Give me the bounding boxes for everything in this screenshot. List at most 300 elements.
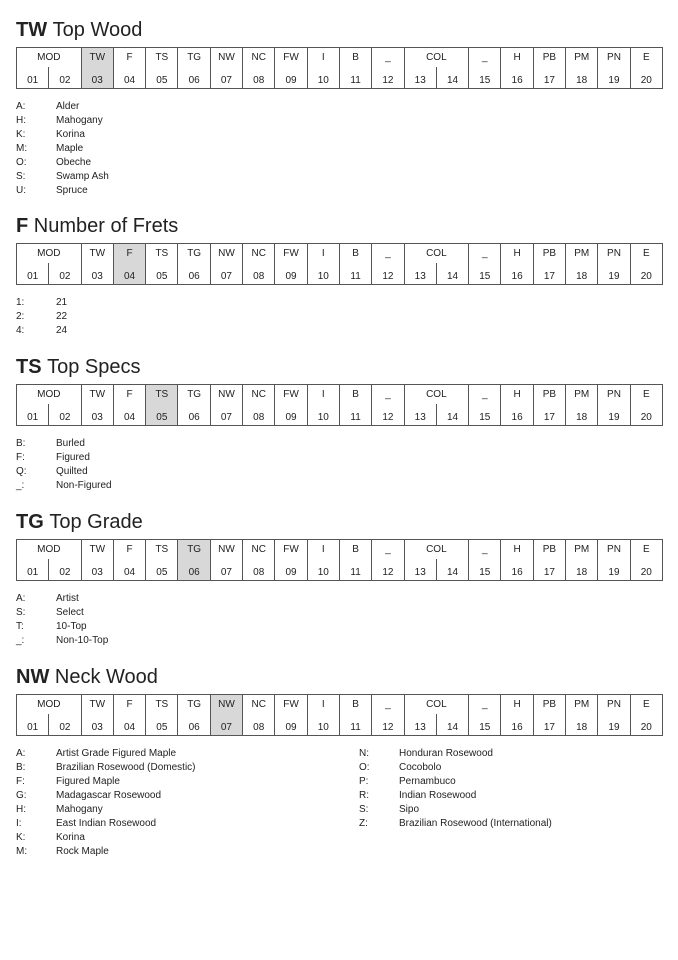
code-grid xyxy=(16,243,663,285)
grid-number: 14 xyxy=(436,263,468,285)
legend-item xyxy=(16,789,196,803)
grid-number: 06 xyxy=(178,559,210,581)
grid-label: H xyxy=(501,48,533,68)
legend-value: 10-Top xyxy=(56,621,87,632)
grid-label: _ xyxy=(372,695,404,715)
legend-key: _: xyxy=(16,480,25,491)
legend-value: Korina xyxy=(56,129,85,140)
legend-key: B: xyxy=(16,762,26,773)
grid-label-col: COL xyxy=(404,244,469,264)
legend-item xyxy=(16,156,109,170)
legend-list-right xyxy=(359,747,552,831)
legend-key: O: xyxy=(16,157,27,168)
legend-item xyxy=(359,789,552,803)
section-code: F xyxy=(16,215,29,237)
legend-value: Brazilian Rosewood (International) xyxy=(399,818,552,829)
grid-number: 06 xyxy=(178,714,210,736)
grid-label: I xyxy=(307,385,339,405)
legend-key: T: xyxy=(16,621,24,632)
legend-value: Alder xyxy=(56,101,80,112)
legend-item xyxy=(359,775,552,789)
legend-item xyxy=(16,845,196,859)
grid-number: 03 xyxy=(81,559,113,581)
grid-number: 05 xyxy=(146,559,178,581)
grid-number: 18 xyxy=(566,67,598,89)
grid-number: 10 xyxy=(307,404,339,426)
grid-number: 04 xyxy=(113,67,145,89)
grid-number: 08 xyxy=(243,714,275,736)
legend-item xyxy=(16,620,108,634)
legend-value: Mahogany xyxy=(56,115,103,126)
section-title: Neck Wood xyxy=(54,666,158,688)
grid-label: _ xyxy=(372,244,404,264)
grid-number: 13 xyxy=(404,559,436,581)
grid-label: _ xyxy=(469,695,501,715)
legend-item xyxy=(16,451,112,465)
grid-label: NW xyxy=(210,244,242,264)
legend-item xyxy=(16,465,112,479)
grid-number: 12 xyxy=(372,404,404,426)
grid-label: TG xyxy=(178,695,210,715)
grid-label: TS xyxy=(146,244,178,264)
grid-label-col: COL xyxy=(404,385,469,405)
grid-label: PB xyxy=(533,540,565,560)
grid-label: B xyxy=(339,540,371,560)
legend-key: N: xyxy=(359,748,369,759)
grid-label: FW xyxy=(275,48,307,68)
grid-label: E xyxy=(630,385,662,405)
grid-number: 13 xyxy=(404,263,436,285)
grid-label: PN xyxy=(598,385,630,405)
grid-number: 16 xyxy=(501,263,533,285)
grid-number: 03 xyxy=(81,263,113,285)
grid-number: 14 xyxy=(436,714,468,736)
grid-number: 12 xyxy=(372,559,404,581)
grid-number: 04 xyxy=(113,559,145,581)
grid-label: TW xyxy=(81,695,113,715)
legend-value: East Indian Rosewood xyxy=(56,818,157,829)
grid-number: 07 xyxy=(210,263,242,285)
legend-key: B: xyxy=(16,438,26,449)
grid-number: 17 xyxy=(533,404,565,426)
legend-item xyxy=(16,170,109,184)
legend-item xyxy=(359,747,552,761)
grid-number: 15 xyxy=(469,559,501,581)
grid-label: F xyxy=(113,48,145,68)
legend-value: Swamp Ash xyxy=(56,171,109,182)
legend-value: Honduran Rosewood xyxy=(399,748,493,759)
legend-value: Select xyxy=(56,607,84,618)
legend-item xyxy=(359,803,552,817)
grid-label: I xyxy=(307,540,339,560)
legend-item xyxy=(16,310,67,324)
grid-number: 04 xyxy=(113,714,145,736)
grid-label: PM xyxy=(566,695,598,715)
grid-number: 16 xyxy=(501,67,533,89)
legend-value: Figured Maple xyxy=(56,776,120,787)
legend-value: Cocobolo xyxy=(399,762,442,773)
grid-label: H xyxy=(501,385,533,405)
legend-key: 4: xyxy=(16,325,25,336)
grid-label-col: COL xyxy=(404,540,469,560)
grid-label: _ xyxy=(469,385,501,405)
grid-label: TS xyxy=(146,48,178,68)
grid-number: 13 xyxy=(404,714,436,736)
grid-number: 02 xyxy=(49,404,81,426)
grid-label: _ xyxy=(469,540,501,560)
legend-key: Z: xyxy=(359,818,368,829)
grid-number: 16 xyxy=(501,404,533,426)
legend-key: A: xyxy=(16,748,26,759)
grid-number: 05 xyxy=(146,263,178,285)
grid-label: TW xyxy=(81,385,113,405)
grid-number: 08 xyxy=(243,67,275,89)
legend-item xyxy=(16,775,196,789)
grid-label: E xyxy=(630,540,662,560)
code-grid xyxy=(16,694,663,736)
grid-label: PN xyxy=(598,244,630,264)
legend-key: 1: xyxy=(16,297,25,308)
grid-number: 11 xyxy=(339,404,371,426)
grid-number: 02 xyxy=(49,263,81,285)
grid-label: TW xyxy=(81,48,113,68)
grid-label: FW xyxy=(275,695,307,715)
grid-label: PB xyxy=(533,385,565,405)
grid-label: TG xyxy=(178,48,210,68)
grid-number: 19 xyxy=(598,263,630,285)
grid-label: I xyxy=(307,48,339,68)
grid-number: 07 xyxy=(210,404,242,426)
grid-label: I xyxy=(307,244,339,264)
grid-number: 18 xyxy=(566,714,598,736)
legend-value: Quilted xyxy=(56,466,88,477)
legend-value: 24 xyxy=(56,325,68,336)
grid-number: 17 xyxy=(533,263,565,285)
grid-label: E xyxy=(630,48,662,68)
section-heading xyxy=(16,214,662,238)
grid-label: PM xyxy=(566,385,598,405)
grid-number: 06 xyxy=(178,67,210,89)
grid-label: _ xyxy=(372,385,404,405)
grid-label-mod: MOD xyxy=(17,48,82,68)
legend-list xyxy=(16,592,108,648)
grid-number: 10 xyxy=(307,67,339,89)
grid-label: F xyxy=(113,695,145,715)
legend-value: Figured xyxy=(56,452,90,463)
grid-number: 08 xyxy=(243,559,275,581)
grid-label: _ xyxy=(372,48,404,68)
legend-value: Sipo xyxy=(399,804,420,815)
legend-key: O: xyxy=(359,762,370,773)
grid-label: NW xyxy=(210,695,242,715)
section-title: Top Wood xyxy=(52,19,143,41)
legend-list xyxy=(16,296,67,338)
grid-label: E xyxy=(630,244,662,264)
grid-label: NW xyxy=(210,385,242,405)
grid-label: _ xyxy=(372,540,404,560)
legend-item xyxy=(16,817,196,831)
legend-item xyxy=(16,437,112,451)
section-heading xyxy=(16,665,662,689)
grid-number: 15 xyxy=(469,263,501,285)
legend-key: A: xyxy=(16,593,26,604)
grid-number: 15 xyxy=(469,67,501,89)
grid-number: 20 xyxy=(630,714,662,736)
section-code: TG xyxy=(16,511,44,533)
section-heading xyxy=(16,510,662,534)
grid-number: 15 xyxy=(469,714,501,736)
grid-number: 07 xyxy=(210,714,242,736)
grid-label: FW xyxy=(275,385,307,405)
legend-item xyxy=(16,296,67,310)
code-grid xyxy=(16,47,663,89)
legend-value: Indian Rosewood xyxy=(399,790,477,801)
grid-label-mod: MOD xyxy=(17,695,82,715)
grid-label: H xyxy=(501,540,533,560)
legend-item xyxy=(16,592,108,606)
grid-label: PM xyxy=(566,48,598,68)
grid-number: 20 xyxy=(630,67,662,89)
grid-number: 14 xyxy=(436,404,468,426)
legend-key: H: xyxy=(16,804,26,815)
legend-key: F: xyxy=(16,452,25,463)
section-title: Top Grade xyxy=(49,511,143,533)
grid-number: 16 xyxy=(501,559,533,581)
grid-label: _ xyxy=(469,244,501,264)
grid-label: FW xyxy=(275,540,307,560)
legend-key: M: xyxy=(16,143,28,154)
legend-item xyxy=(16,761,196,775)
grid-number: 11 xyxy=(339,67,371,89)
legend-key: A: xyxy=(16,101,26,112)
grid-number: 17 xyxy=(533,714,565,736)
grid-number: 01 xyxy=(17,404,49,426)
legend-value: Artist xyxy=(56,593,79,604)
grid-number: 12 xyxy=(372,714,404,736)
legend-key: U: xyxy=(16,185,26,196)
grid-label-mod: MOD xyxy=(17,244,82,264)
grid-label: PN xyxy=(598,695,630,715)
grid-number: 02 xyxy=(49,714,81,736)
grid-label: B xyxy=(339,244,371,264)
legend-value: 22 xyxy=(56,311,68,322)
grid-label: B xyxy=(339,48,371,68)
legend-item xyxy=(359,817,552,831)
grid-number: 11 xyxy=(339,559,371,581)
grid-label: TG xyxy=(178,244,210,264)
legend-value: Obeche xyxy=(56,157,92,168)
section-heading xyxy=(16,18,662,42)
legend-key: M: xyxy=(16,846,28,857)
grid-number: 20 xyxy=(630,263,662,285)
legend-item xyxy=(16,803,196,817)
grid-label: NW xyxy=(210,540,242,560)
section-tw xyxy=(16,18,662,196)
grid-label: F xyxy=(113,244,145,264)
legend-value: Burled xyxy=(56,438,85,449)
section-code: TS xyxy=(16,356,42,378)
legend-item xyxy=(16,128,109,142)
grid-number: 04 xyxy=(113,263,145,285)
legend-key: P: xyxy=(359,776,369,787)
section-ts xyxy=(16,355,662,505)
grid-label: PM xyxy=(566,244,598,264)
section-nw xyxy=(16,665,662,857)
grid-number: 06 xyxy=(178,404,210,426)
grid-label: PB xyxy=(533,48,565,68)
grid-number: 19 xyxy=(598,67,630,89)
grid-label: F xyxy=(113,540,145,560)
grid-label-mod: MOD xyxy=(17,540,82,560)
grid-number: 09 xyxy=(275,404,307,426)
legend-list xyxy=(16,437,112,493)
grid-label: PB xyxy=(533,695,565,715)
section-title: Number of Frets xyxy=(33,215,179,237)
grid-label: F xyxy=(113,385,145,405)
grid-label: TS xyxy=(146,385,178,405)
grid-label: I xyxy=(307,695,339,715)
grid-number: 09 xyxy=(275,714,307,736)
legend-item xyxy=(16,747,196,761)
grid-number: 03 xyxy=(81,714,113,736)
legend-key: G: xyxy=(16,790,27,801)
grid-number: 06 xyxy=(178,263,210,285)
legend-value: Spruce xyxy=(56,185,88,196)
legend-value: Non-Figured xyxy=(56,480,112,491)
code-grid xyxy=(16,384,663,426)
grid-number: 01 xyxy=(17,559,49,581)
legend-key: S: xyxy=(16,607,26,618)
legend-key: _: xyxy=(16,635,25,646)
grid-label: PN xyxy=(598,48,630,68)
grid-label: TS xyxy=(146,695,178,715)
grid-number: 05 xyxy=(146,404,178,426)
grid-number: 02 xyxy=(49,559,81,581)
legend-item xyxy=(16,100,109,114)
grid-number: 19 xyxy=(598,404,630,426)
legend-key: S: xyxy=(16,171,26,182)
grid-number: 20 xyxy=(630,559,662,581)
grid-number: 01 xyxy=(17,67,49,89)
legend-value: Pernambuco xyxy=(399,776,456,787)
grid-number: 10 xyxy=(307,263,339,285)
grid-label: TW xyxy=(81,244,113,264)
grid-number: 14 xyxy=(436,559,468,581)
grid-number: 07 xyxy=(210,559,242,581)
grid-label: TG xyxy=(178,385,210,405)
section-code: NW xyxy=(16,666,50,688)
grid-number: 07 xyxy=(210,67,242,89)
section-title: Top Specs xyxy=(47,356,141,378)
grid-number: 08 xyxy=(243,404,275,426)
grid-label: NC xyxy=(243,385,275,405)
legend-value: Mahogany xyxy=(56,804,103,815)
grid-label-col: COL xyxy=(404,695,469,715)
grid-number: 18 xyxy=(566,404,598,426)
legend-key: 2: xyxy=(16,311,25,322)
legend-item xyxy=(16,479,112,493)
grid-number: 11 xyxy=(339,263,371,285)
legend-item xyxy=(16,634,108,648)
legend-key: R: xyxy=(359,790,369,801)
grid-number: 12 xyxy=(372,67,404,89)
section-heading xyxy=(16,355,662,379)
grid-label: B xyxy=(339,695,371,715)
grid-number: 18 xyxy=(566,559,598,581)
grid-label: PN xyxy=(598,540,630,560)
grid-number: 03 xyxy=(81,67,113,89)
legend-key: I: xyxy=(16,818,22,829)
grid-label: E xyxy=(630,695,662,715)
grid-number: 19 xyxy=(598,714,630,736)
legend-value: Madagascar Rosewood xyxy=(56,790,162,801)
grid-number: 09 xyxy=(275,263,307,285)
grid-number: 11 xyxy=(339,714,371,736)
grid-label: TW xyxy=(81,540,113,560)
legend-value: Korina xyxy=(56,832,85,843)
legend-list xyxy=(16,100,109,198)
legend-item xyxy=(359,761,552,775)
legend-key: S: xyxy=(359,804,369,815)
legend-value: Brazilian Rosewood (Domestic) xyxy=(56,762,196,773)
grid-number: 10 xyxy=(307,714,339,736)
grid-number: 03 xyxy=(81,404,113,426)
legend-value: 21 xyxy=(56,297,68,308)
grid-number: 18 xyxy=(566,263,598,285)
grid-label: NC xyxy=(243,244,275,264)
grid-number: 13 xyxy=(404,404,436,426)
grid-label: B xyxy=(339,385,371,405)
grid-number: 01 xyxy=(17,263,49,285)
grid-number: 10 xyxy=(307,559,339,581)
grid-number: 05 xyxy=(146,714,178,736)
grid-number: 16 xyxy=(501,714,533,736)
grid-label: TG xyxy=(178,540,210,560)
grid-number: 04 xyxy=(113,404,145,426)
grid-label: NC xyxy=(243,48,275,68)
grid-number: 20 xyxy=(630,404,662,426)
legend-value: Rock Maple xyxy=(56,846,109,857)
grid-number: 14 xyxy=(436,67,468,89)
legend-key: Q: xyxy=(16,466,27,477)
grid-label: H xyxy=(501,244,533,264)
grid-label: H xyxy=(501,695,533,715)
code-grid xyxy=(16,539,663,581)
section-f xyxy=(16,214,662,364)
section-code: TW xyxy=(16,19,48,41)
legend-list xyxy=(16,747,196,859)
legend-item xyxy=(16,606,108,620)
grid-label: NC xyxy=(243,540,275,560)
grid-label: TS xyxy=(146,540,178,560)
legend-item xyxy=(16,184,109,198)
legend-item xyxy=(16,142,109,156)
grid-label: PM xyxy=(566,540,598,560)
grid-number: 15 xyxy=(469,404,501,426)
legend-value: Maple xyxy=(56,143,84,154)
legend-value: Artist Grade Figured Maple xyxy=(56,748,177,759)
grid-number: 19 xyxy=(598,559,630,581)
legend-item xyxy=(16,324,67,338)
legend-key: K: xyxy=(16,832,26,843)
grid-number: 08 xyxy=(243,263,275,285)
grid-number: 09 xyxy=(275,67,307,89)
legend-item xyxy=(16,114,109,128)
legend-value: Non-10-Top xyxy=(56,635,109,646)
grid-label: PB xyxy=(533,244,565,264)
grid-number: 17 xyxy=(533,67,565,89)
grid-number: 05 xyxy=(146,67,178,89)
